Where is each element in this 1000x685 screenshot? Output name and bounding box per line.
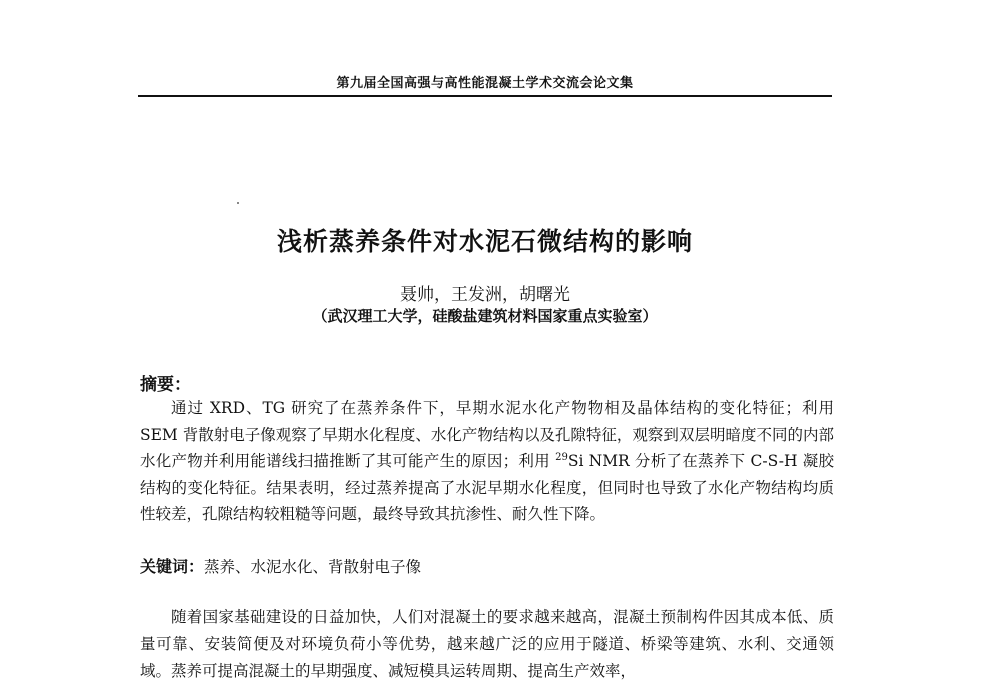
- body-paragraph: 随着国家基础建设的日益加快，人们对混凝土的要求越来越高，混凝土预制构件因其成本低、质量可靠、安装简便及对环境负荷小等优势，越来越广泛的应用于隧道、桥梁等建筑、水利、交通领域。蒸养可提高混凝土的早期强度、减短模具运转周期、提高生产效率，: [140, 608, 834, 680]
- paper-title: 浅析蒸养条件对水泥石微结构的影响: [276, 227, 693, 256]
- isotope-superscript: 29: [555, 452, 568, 463]
- abstract-body: [140, 395, 834, 528]
- paper-affiliation: （武汉理工大学，硅酸盐建筑材料国家重点实验室）: [312, 307, 658, 325]
- abstract-text-part2: Si NMR 分析了在蒸养下 C-S-H 凝胶结构的变化特征。结果表明，经过蒸养提高了水泥早期水化程度，但同时也导致了水化产物结构均质性较差，孔隙结构较粗糙等问题，最终导致其抗渗性、耐久性下降。: [140, 452, 834, 523]
- running-header: 第九届全国高强与高性能混凝土学术交流会论文集: [336, 76, 634, 91]
- keywords-label: 关键词：: [140, 557, 205, 576]
- abstract-text-part1: 通过 XRD、TG 研究了在蒸养条件下，早期水泥水化产物物相及晶体结构的变化特征；利用 SEM 背散射电子像观察了早期水化程度、水化产物结构以及孔隙特征，观察到双层明暗度不同的内部水化产物并利用能谱线扫描推断了其可能产生的原因；利用: [140, 399, 834, 470]
- keywords-text: 蒸养、水泥水化、背散射电子像: [204, 558, 422, 576]
- keywords-line: [140, 554, 421, 577]
- abstract-label: 摘要：: [140, 375, 191, 395]
- header-divider: [138, 95, 832, 97]
- paper-authors: 聂帅，王发洲，胡曙光: [400, 285, 570, 305]
- scan-speck: [237, 202, 239, 204]
